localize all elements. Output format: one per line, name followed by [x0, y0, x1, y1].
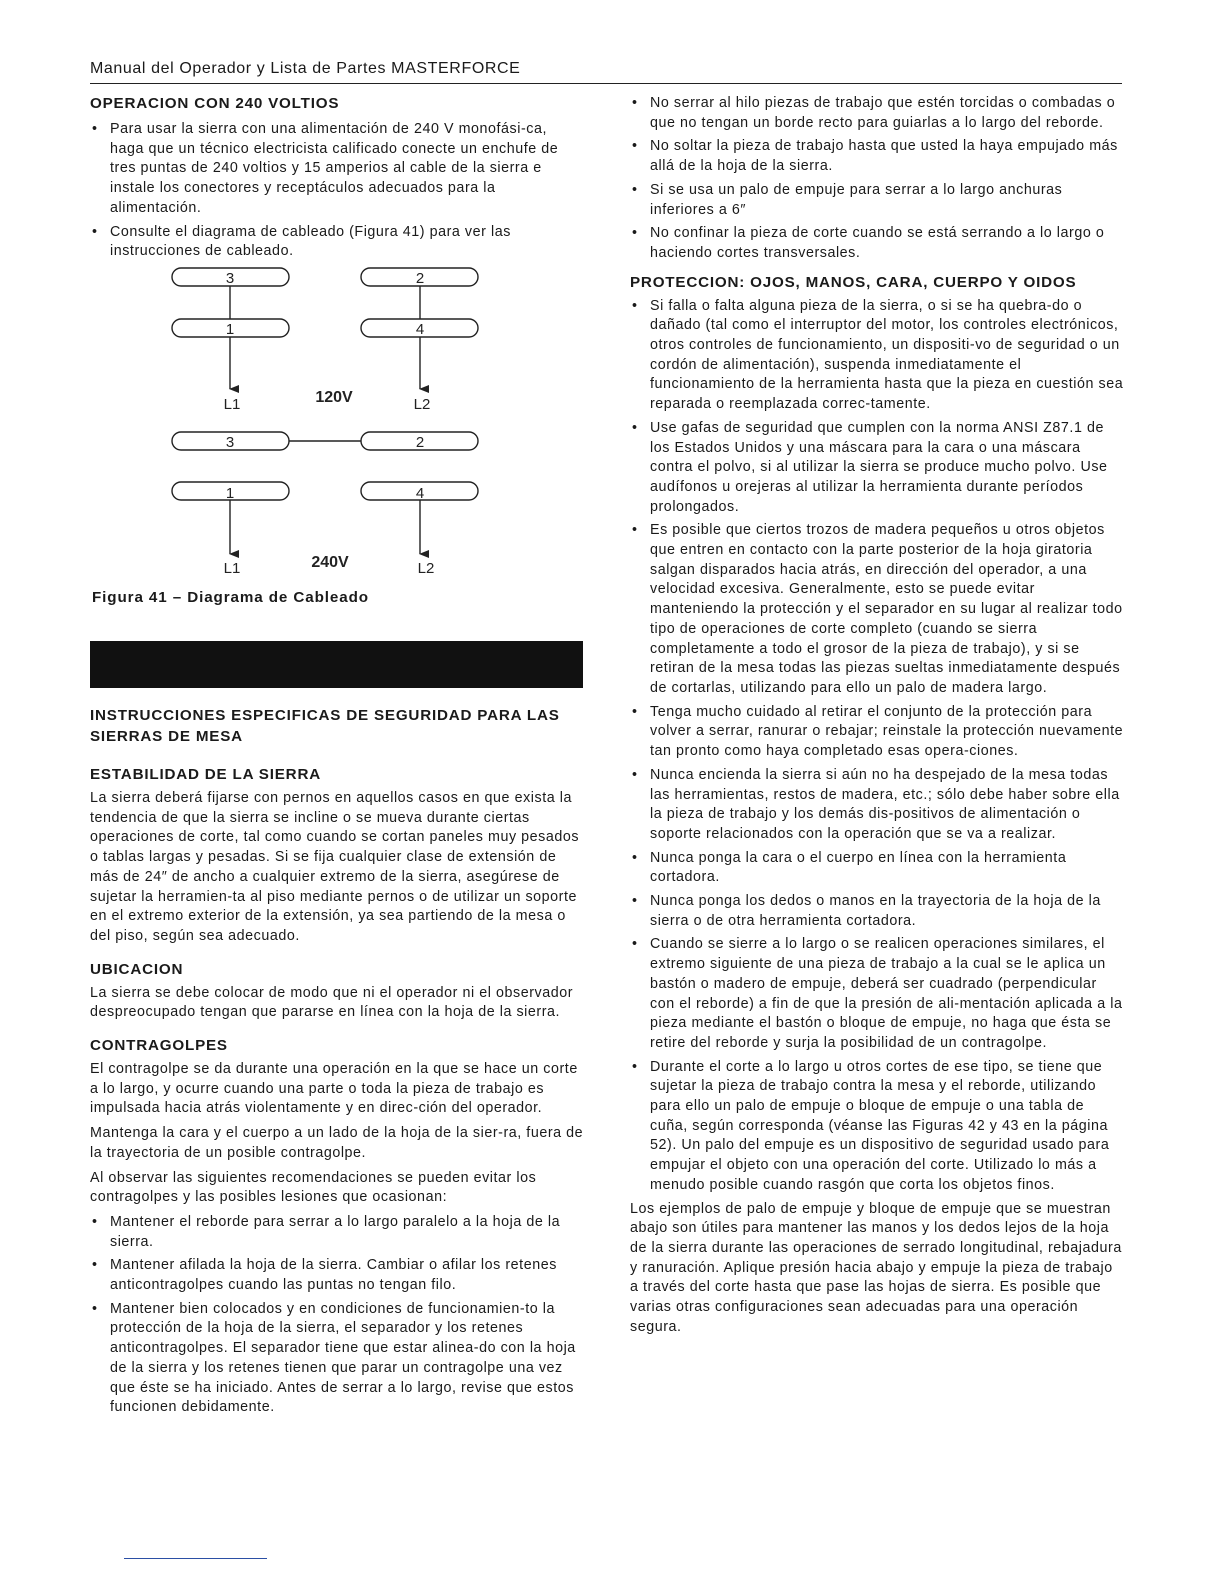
paragraph: La sierra deberá fijarse con pernos en aquellos casos en que exista la tendencia de que la sierra se incline o se mueva durante ciertas operaciones de corte, tal como cuando se cortan paneles muy pesados o tablas largas y pesadas. Si se fija cualquier clase de extensión de más de 24″ de ancho a cualquier extremo de la sierra, asegúrese de sujetar la herramien-ta al piso mediante pernos o de utilizar un soporte en el extremo exterior de la extensión, ya sea partiendo de la mesa o del piso, según sea adecuado.	[90, 790, 580, 944]
table-saw-safety	[90, 705, 585, 1418]
label-2: 2	[415, 270, 425, 287]
label-4: 4	[415, 485, 425, 502]
list-item: • Tenga mucho cuidado al retirar el conjunto de la protección para volver a serrar, ranurar o rebajar; reinstale la protección nuevamente tan pronto como haya completado esas opera-ciones.	[630, 703, 1124, 762]
list-item: • Consulte el diagrama de cableado (Figura 41) para ver las instrucciones de cableado.	[90, 223, 585, 262]
section-240v	[90, 94, 585, 262]
list-item: • Para usar la sierra con una alimentación de 240 V monofási-ca, haga que un técnico electricista calificado conecte un enchufe de tres puntas de 240 voltios y 15 amperios al cable de la sierra e instale los conectores y receptáculos adecuados para la alimentación.	[90, 120, 585, 219]
list-item: • No confinar la pieza de corte cuando se está serrando a lo largo o haciendo cortes transversales.	[630, 224, 1124, 263]
list-item: • Use gafas de seguridad que cumplen con la norma ANSI Z87.1 de los Estados Unidos y una máscara para la cara o una máscara contra el polvo, si al utilizar la sierra se produce mucho polvo. Use audífonos u orejeras al utilizar la herramienta durante períodos prolongados.	[630, 419, 1124, 518]
list-item: • Nunca ponga la cara o el cuerpo en línea con la herramienta cortadora.	[630, 849, 1124, 888]
label-2: 2	[415, 434, 425, 451]
list-item: • Nunca encienda la sierra si aún no ha despejado de la mesa todas las herramientas, restos de madera, etc.; sólo debe haber sobre ella la pieza de trabajo y los demás dis-positivos de alimentación o soporte relacionados con la operación que se va a realizar.	[630, 766, 1124, 845]
section-heading: PROTECCION: OJOS, MANOS, CARA, CUERPO Y OIDOS	[630, 273, 1077, 291]
list-item: • No serrar al hilo piezas de trabajo que estén torcidas o combadas o que no tengan un borde recto para guiarlas a lo largo del reborde.	[630, 94, 1124, 133]
wiring-diagram	[160, 262, 500, 584]
list-item: • Mantener afilada la hoja de la sierra. Cambiar o afilar los retenes anticontragolpes cuando las puntas no tengan filo.	[90, 1256, 585, 1295]
label-3: 3	[225, 270, 235, 287]
list-item: • Si se usa un palo de empuje para serrar a lo largo anchuras inferiores a 6″	[630, 181, 1124, 220]
section-banner	[90, 641, 583, 688]
paragraph: Los ejemplos de palo de empuje y bloque de empuje que se muestran abajo son útiles para mantener las manos y los dedos lejos de la hoja de la sierra durante las operaciones de serrado longitudinal, rebajadura y ranuración. Aplique presión hacia abajo y empuje la pieza de trabajo a través del corte hasta que pase las hojas de sierra. Es posible que varias otras configuraciones sean adecuadas para una operación segura.	[630, 1200, 1122, 1335]
right-column	[630, 94, 1124, 1337]
page-header: Manual del Operador y Lista de Partes MASTERFORCE	[90, 60, 521, 77]
paragraph: La sierra se debe colocar de modo que ni el operador ni el observador despreocupado tengan que pararse en línea con la hoja de la sierra.	[90, 984, 574, 1021]
figure-caption: Figura 41 – Diagrama de Cableado	[92, 589, 369, 606]
paragraph: Al observar las siguientes recomendaciones se pueden evitar los contragolpes y las posibles lesiones que ocasionan:	[90, 1169, 537, 1206]
section-heading: ESTABILIDAD DE LA SIERRA	[90, 766, 321, 783]
section-heading: INSTRUCCIONES ESPECIFICAS DE SEGURIDAD PARA LAS SIERRAS DE MESA	[90, 707, 560, 745]
voltage-120v: 120V	[315, 389, 353, 406]
list-item: • Mantener el reborde para serrar a lo largo paralelo a la hoja de la sierra.	[90, 1213, 585, 1252]
list-item: • Durante el corte a lo largo u otros cortes de ese tipo, se tiene que sujetar la pieza de trabajo contra la mesa y el reborde, utilizando para ello un palo de empuje o bloque de empuje o una tabla de cuña, según corresponda (véanse las Figuras 42 y 43 en la página 52). Un palo del empuje es un dispositivo de seguridad usado para empujar el objeto con una operación del corte. Utilizado lo más a menudo posible cuando rasgón que corta los objetos finos.	[630, 1058, 1124, 1196]
list-item: • Si falla o falta alguna pieza de la sierra, o si se ha quebra-do o dañado (tal como el interruptor del motor, los controles electrónicos, otros controles de funcionamiento, un dispositi-vo de seguridad o un cordón de alimentación), suspenda inmediatamente el funcionamiento de la herramienta hasta que la pieza en cuestión sea reparada o reemplazada correc-tamente.	[630, 297, 1124, 415]
list-item: • Nunca ponga los dedos o manos en la trayectoria de la hoja de la sierra o de otra herramienta cortadora.	[630, 892, 1124, 931]
label-l1: L1	[223, 560, 241, 577]
list-item: • Es posible que ciertos trozos de madera pequeños u otros objetos que entren en contacto con la parte posterior de la hoja giratoria salgan disparados hacia atrás, en dirección del operador, a una velocidad excesiva. Generalmente, esto se puede evitar manteniendo la protección y el separador en su lugar al realizar todo tipo de operaciones de corte completo (cuando se sierra completamente a todo el grosor de la pieza de trabajo), y si se retiran de la mesa todas las piezas sueltas inmediatamente después de cortarlas, utilizando para ello un palo de madera largo.	[630, 521, 1124, 698]
list-item: • No soltar la pieza de trabajo hasta que usted la haya empujado más allá de la hoja de la sierra.	[630, 137, 1124, 176]
list-item: • Cuando se sierre a lo largo o se realicen operaciones similares, el extremo siguiente de una pieza de trabajo a la cual se le aplica un bastón o madero de empuje, deberá ser cuadrado (perpendicular con el reborde) a fin de que la presión de ali-mentación aplicada a la pieza mediante el bastón o bloque de empuje, no haga que ésta se retire del reborde y surja la posibilidad de un contragolpe.	[630, 935, 1124, 1053]
section-heading: OPERACION CON 240 VOLTIOS	[90, 95, 340, 112]
label-1: 1	[225, 321, 235, 338]
label-4: 4	[415, 321, 425, 338]
header-rule	[90, 83, 1122, 84]
section-heading: CONTRAGOLPES	[90, 1037, 228, 1055]
label-l2: L2	[417, 560, 435, 577]
section-heading: UBICACION	[90, 960, 184, 978]
label-3: 3	[225, 434, 235, 451]
voltage-240v: 240V	[311, 554, 349, 571]
label-l1: L1	[223, 396, 241, 413]
paragraph: El contragolpe se da durante una operación en la que se hace un corte a lo largo, y ocurre cuando una parte o toda la pieza de trabajo es impulsada hacia atrás violentamente y en direc-ción del operador.	[90, 1061, 578, 1117]
list-item: • Mantener bien colocados y en condiciones de funcionamien-to la protección de la hoja de la sierra, el separador y los retenes anticontragolpes. El separador tiene que estar alinea-do con la hoja de la sierra y los retenes tienen que parar un contragolpe una vez que éste se ha iniciado. Antes de serrar a lo largo, revise que estos funcionen debidamente.	[90, 1300, 585, 1418]
paragraph: Mantenga la cara y el cuerpo a un lado de la hoja de la sier-ra, fuera de la trayectoria de un posible contragolpe.	[90, 1125, 584, 1161]
label-1: 1	[225, 485, 235, 502]
label-l2: L2	[413, 396, 431, 413]
footer-link-line	[124, 1558, 267, 1559]
